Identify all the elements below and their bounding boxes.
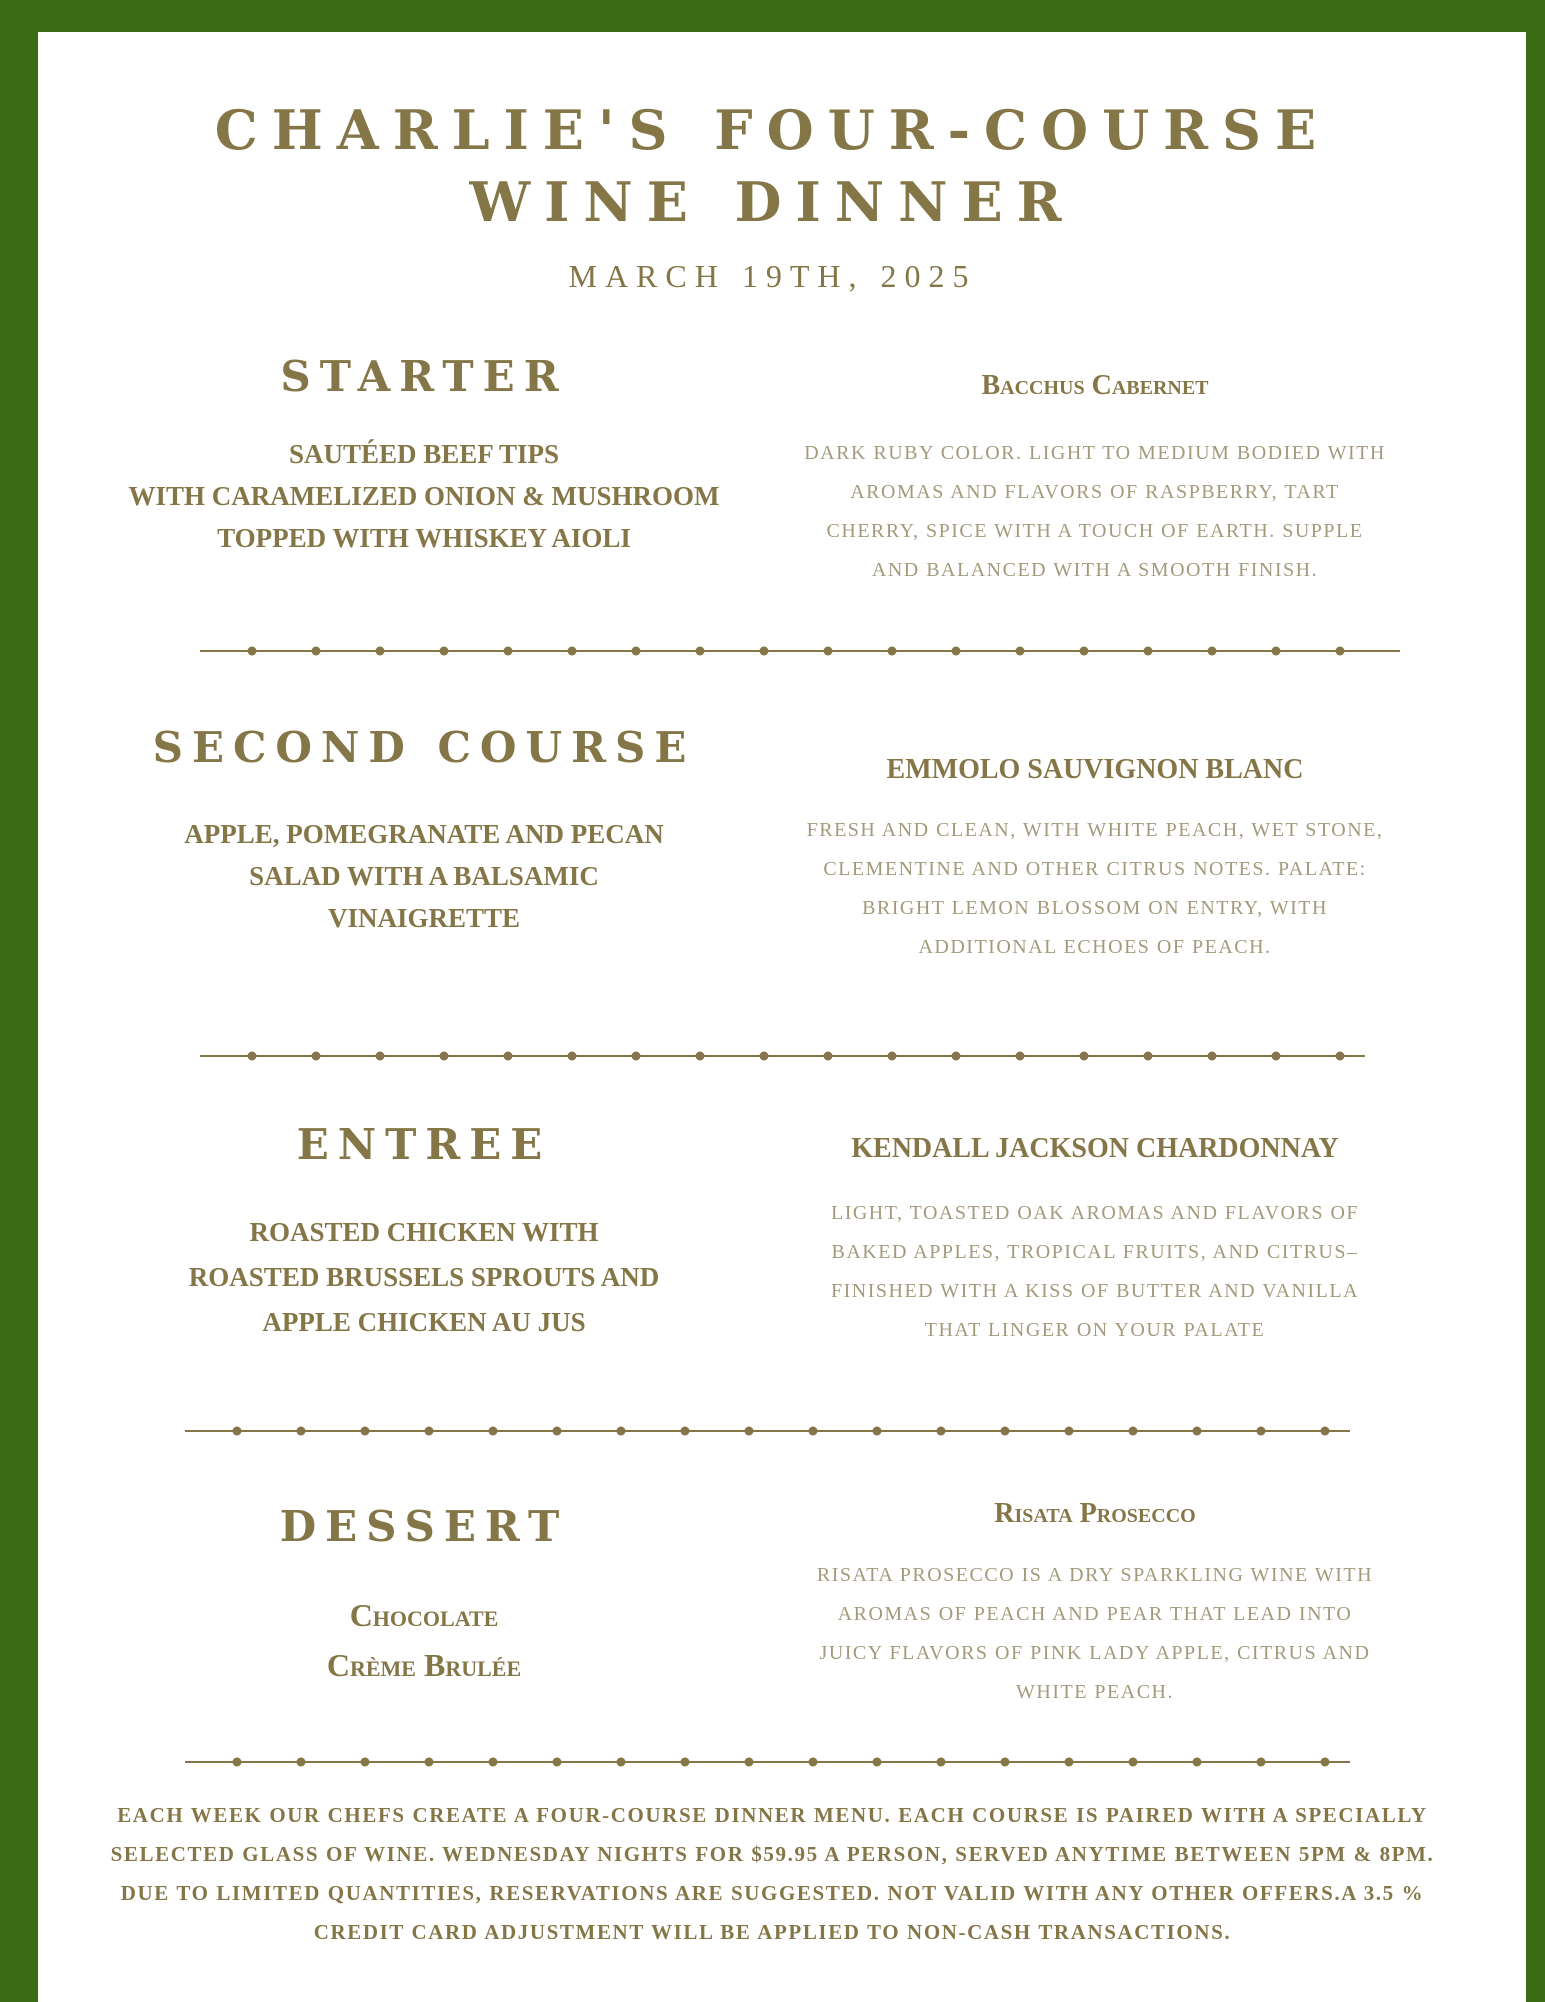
- divider-dot: [952, 1052, 961, 1061]
- footer-line: CREDIT CARD ADJUSTMENT WILL BE APPLIED TO NON-CASH TRANSACTIONS.: [313, 1920, 1232, 1944]
- divider-dot: [1336, 1052, 1345, 1061]
- wine-notes-second-course: [760, 811, 1430, 967]
- divider-dot: [1080, 1052, 1089, 1061]
- notes-line: CHERRY, SPICE WITH A TOUCH OF EARTH. SUPPLE: [826, 520, 1364, 542]
- divider-dot: [1144, 1052, 1153, 1061]
- dish-line: VINAIGRETTE: [327, 903, 521, 933]
- divider-dot: [440, 647, 449, 656]
- divider-dot: [1016, 1052, 1025, 1061]
- notes-line: LIGHT, TOASTED OAK AROMAS AND FLAVORS OF: [830, 1202, 1360, 1224]
- divider-dot: [632, 1052, 641, 1061]
- notes-line: FINISHED WITH A KISS OF BUTTER AND VANILLA: [830, 1280, 1360, 1302]
- divider-dot: [489, 1427, 498, 1436]
- divider-dot: [504, 1052, 513, 1061]
- divider-dot: [1001, 1758, 1010, 1767]
- divider-dot: [809, 1758, 818, 1767]
- divider-dot: [233, 1758, 242, 1767]
- divider-dot: [376, 1052, 385, 1061]
- divider-dot: [248, 1052, 257, 1061]
- divider-dot: [873, 1758, 882, 1767]
- divider-dot: [1016, 647, 1025, 656]
- divider-dot: [617, 1427, 626, 1436]
- dish-line: Chocolate: [349, 1597, 499, 1633]
- divider-dot: [1129, 1427, 1138, 1436]
- divider-dot: [937, 1758, 946, 1767]
- dish-line: SALAD WITH A BALSAMIC: [249, 861, 599, 891]
- footer-line: SELECTED GLASS OF WINE. WEDNESDAY NIGHTS FOR $59.95 A PERSON, SERVED ANYTIME BETWEEN 5PM & 8PM.: [110, 1842, 1435, 1866]
- divider-dot: [745, 1427, 754, 1436]
- divider-1: [200, 641, 1400, 661]
- course-title-starter: STARTER: [280, 352, 568, 401]
- divider-dot: [745, 1758, 754, 1767]
- divider-dot: [1065, 1427, 1074, 1436]
- divider-dot: [1193, 1758, 1202, 1767]
- dish-line: APPLE CHICKEN AU JUS: [262, 1307, 586, 1337]
- wine-notes-entree: [760, 1194, 1430, 1350]
- divider-dot: [233, 1427, 242, 1436]
- divider-dot: [888, 647, 897, 656]
- divider-2: [200, 1046, 1400, 1066]
- notes-line: BAKED APPLES, TROPICAL FRUITS, AND CITRUS–: [831, 1241, 1359, 1263]
- divider-dot: [873, 1427, 882, 1436]
- wine-entree: KENDALL JACKSON CHARDONNAY: [851, 1133, 1339, 1164]
- wine-notes-starter: [760, 434, 1430, 590]
- notes-line: AROMAS AND FLAVORS OF RASPBERRY, TART: [850, 481, 1340, 503]
- notes-line: CLEMENTINE AND OTHER CITRUS NOTES. PALATE:: [823, 858, 1367, 880]
- divider-dot: [696, 647, 705, 656]
- course-title-second-course: SECOND COURSE: [152, 723, 696, 772]
- notes-line: AND BALANCED WITH A SMOOTH FINISH.: [871, 559, 1319, 581]
- dish-line: ROASTED CHICKEN WITH: [249, 1217, 599, 1247]
- divider-dot: [297, 1758, 306, 1767]
- divider-dot: [937, 1427, 946, 1436]
- notes-line: JUICY FLAVORS OF PINK LADY APPLE, CITRUS AND: [819, 1642, 1371, 1664]
- divider-dot: [1272, 647, 1281, 656]
- footer-line: DUE TO LIMITED QUANTITIES, RESERVATIONS ARE SUGGESTED. NOT VALID WITH ANY OTHER OFFERS.A 3.5 %: [120, 1881, 1425, 1905]
- dish-entree: [70, 1210, 778, 1345]
- notes-line: WHITE PEACH.: [1016, 1681, 1174, 1703]
- dish-dessert: [70, 1590, 778, 1690]
- dish-line: WITH CARAMELIZED ONION & MUSHROOM: [128, 481, 720, 511]
- divider-dot: [440, 1052, 449, 1061]
- divider-dot: [1129, 1758, 1138, 1767]
- notes-line: ADDITIONAL ECHOES OF PEACH.: [918, 936, 1272, 958]
- divider-dot: [888, 1052, 897, 1061]
- divider-dot: [696, 1052, 705, 1061]
- notes-line: BRIGHT LEMON BLOSSOM ON ENTRY, WITH: [862, 897, 1328, 919]
- dish-line: ROASTED BRUSSELS SPROUTS AND: [188, 1262, 660, 1292]
- divider-dot: [1080, 647, 1089, 656]
- divider-dot: [760, 1052, 769, 1061]
- notes-line: THAT LINGER ON YOUR PALATE: [924, 1319, 1266, 1341]
- wine-notes-dessert: [760, 1556, 1430, 1712]
- divider-dot: [1272, 1052, 1281, 1061]
- notes-line: AROMAS OF PEACH AND PEAR THAT LEAD INTO: [837, 1603, 1353, 1625]
- divider-dot: [568, 647, 577, 656]
- divider-dot: [361, 1427, 370, 1436]
- divider-dot: [617, 1758, 626, 1767]
- divider-dot: [1336, 647, 1345, 656]
- divider-dot: [632, 647, 641, 656]
- divider-dot: [681, 1758, 690, 1767]
- divider-dot: [1321, 1427, 1330, 1436]
- notes-line: FRESH AND CLEAN, WITH WHITE PEACH, WET STONE,: [806, 819, 1384, 841]
- divider-dot: [248, 647, 257, 656]
- divider-dot: [952, 647, 961, 656]
- divider-dot: [1208, 647, 1217, 656]
- divider-dot: [504, 647, 513, 656]
- dish-line: TOPPED WITH WHISKEY AIOLI: [217, 523, 631, 553]
- title-line-1: CHARLIE'S FOUR-COURSE: [214, 98, 1331, 162]
- divider-dot: [1257, 1427, 1266, 1436]
- divider-dot: [1193, 1427, 1202, 1436]
- divider-dot: [824, 1052, 833, 1061]
- dish-second-course: [70, 813, 778, 939]
- divider-dot: [361, 1758, 370, 1767]
- divider-dot: [681, 1427, 690, 1436]
- divider-3: [185, 1421, 1385, 1441]
- divider-dot: [568, 1052, 577, 1061]
- notes-line: RISATA PROSECCO IS A DRY SPARKLING WINE WITH: [816, 1564, 1374, 1586]
- event-date: MARCH 19TH, 2025: [568, 258, 977, 294]
- divider-dot: [1257, 1758, 1266, 1767]
- divider-dot: [489, 1758, 498, 1767]
- dish-starter: [70, 433, 778, 559]
- notes-line: DARK RUBY COLOR. LIGHT TO MEDIUM BODIED WITH: [804, 442, 1386, 464]
- wine-starter: Bacchus Cabernet: [981, 370, 1209, 401]
- divider-dot: [425, 1758, 434, 1767]
- title-line-2: WINE DINNER: [469, 170, 1076, 234]
- divider-dot: [312, 647, 321, 656]
- divider-dot: [1208, 1052, 1217, 1061]
- divider-dot: [297, 1427, 306, 1436]
- divider-dot: [1065, 1758, 1074, 1767]
- wine-dessert: Risata Prosecco: [994, 1498, 1196, 1529]
- divider-dot: [425, 1427, 434, 1436]
- divider-dot: [1321, 1758, 1330, 1767]
- course-title-dessert: DESSERT: [279, 1502, 569, 1551]
- divider-dot: [1001, 1427, 1010, 1436]
- dish-line: APPLE, POMEGRANATE AND PECAN: [184, 819, 664, 849]
- divider-dot: [376, 647, 385, 656]
- footer-terms: [70, 1796, 1475, 1952]
- course-title-entree: ENTREE: [296, 1120, 552, 1169]
- dish-line: Crème Brulée: [326, 1647, 522, 1683]
- divider-dot: [809, 1427, 818, 1436]
- footer-line: EACH WEEK OUR CHEFS CREATE A FOUR-COURSE DINNER MENU. EACH COURSE IS PAIRED WITH A SPECIALLY: [117, 1803, 1428, 1827]
- dish-line: SAUTÉED BEEF TIPS: [288, 439, 560, 469]
- divider-4: [185, 1752, 1385, 1772]
- divider-dot: [553, 1758, 562, 1767]
- divider-dot: [824, 647, 833, 656]
- divider-dot: [312, 1052, 321, 1061]
- divider-dot: [553, 1427, 562, 1436]
- divider-dot: [760, 647, 769, 656]
- divider-dot: [1144, 647, 1153, 656]
- wine-second-course: EMMOLO SAUVIGNON BLANC: [886, 754, 1304, 785]
